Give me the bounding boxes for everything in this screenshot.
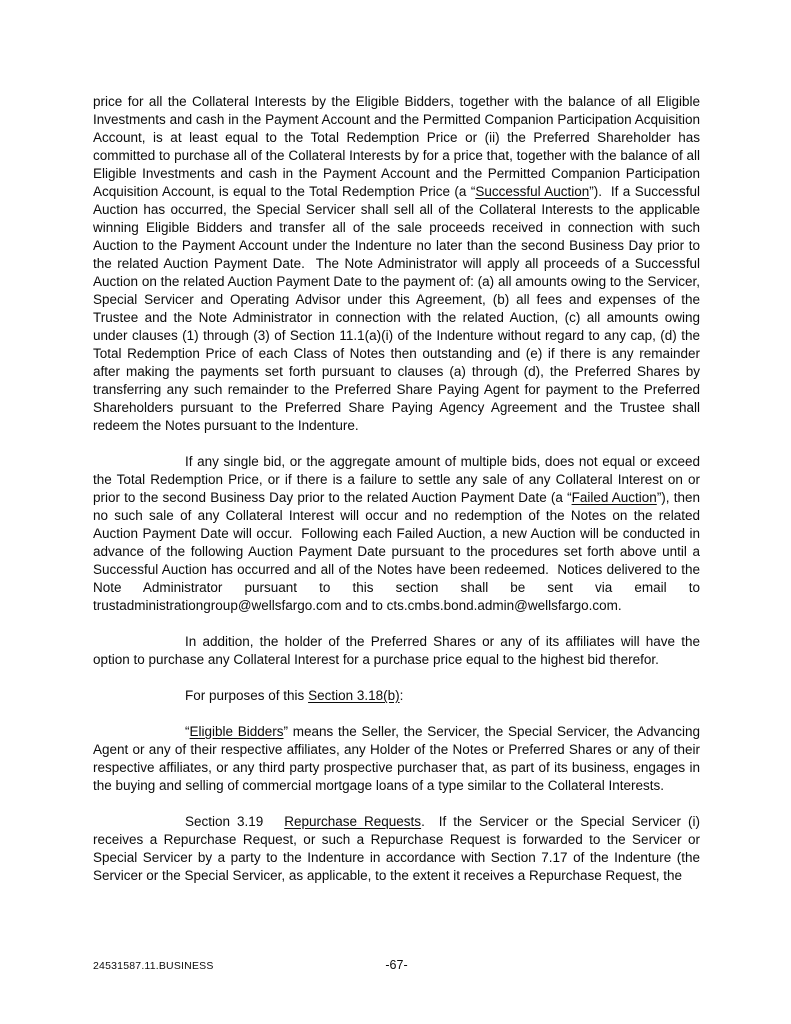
text-segment: ”). If a Successful Auction has occurred, the Special Servicer shall sell all of the Collateral Interests to the applicable winning Eligible Bidders and transfer all of the sale proceeds received in connection with such Auction to the Payment Account under the Indenture no later than the second Business Day prior to the related Auction Payment Date. The Note Administrator will apply all proceeds of a Successful Auction on the related Auction Payment Date to the payment of: (a) all amounts owing to the Servicer, Special Servicer and Operating Advisor under this Agreement, (b) all fees and expenses of the Trustee and the Note Administrator in connection with the related Auction, (c) all amounts owing under clauses (1) through (3) of Section 11.1(a)(i) of the Indenture without regard to any cap, (d) the Total Redemption Price of each Class of Notes then outstanding and (e) if there is any remainder after making the payments set forth pursuant to clauses (a) through (d), the Preferred Shares by transferring any such remainder to the Preferred Share Paying Agent for payment to the Preferred Shareholders pursuant to the Preferred Share Paying Agency Agreement and the Trustee shall redeem the Notes pursuant to the Indenture. (93, 184, 700, 433)
text-segment: . If the Servicer or the Special Servicer (i) receives a Repurchase Request, or such a Repurchase Request is forwarded to the Servicer or Special Servicer by a party to the Indenture in accordance with Section 7.17 of the Indenture (the Servicer or the Special Servicer, as applicable, to the extent it receives a Repurchase Request, the (93, 814, 700, 883)
paragraph (93, 723, 700, 795)
text-segment: “ (185, 724, 190, 739)
underlined-term: Repurchase Requests (284, 814, 422, 829)
text-segment: price for all the Collateral Interests by the Eligible Bidders, together with the balance of all Eligible Investments and cash in the Payment Account and the Permitted Companion Participation Acquisition Account, is at least equal to the Total Redemption Price or (ii) the Preferred Shareholder has committed to purchase all of the Collateral Interests by for a price that, together with the balance of all Eligible Investments and cash in the Payment Account and the Permitted Companion Participation Acquisition Account, is equal to the Total Redemption Price (a “ (93, 94, 700, 199)
underlined-term: Section 3.18(b) (308, 688, 400, 703)
text-segment: ”), then no such sale of any Collateral Interest will occur and no redemption of the Notes on the related Auction Payment Date will occur. Following each Failed Auction, a new Auction will be conducted in advance of the following Auction Payment Date pursuant to the procedures set forth above until a Successful Auction has occurred and all of the Notes have been redeemed. Notices delivered to the Note Administrator pursuant to this section shall be sent via email to trustadministrationgroup@wellsfargo.com and to cts.cmbs.bond.admin@wellsfargo.com. (93, 490, 700, 613)
text-segment: ” means the Seller, the Servicer, the Special Servicer, the Advancing Agent or any of their respective affiliates, any Holder of the Notes or Preferred Shares or any of their respective affiliates, or any third party prospective purchaser that, as part of its business, engages in the buying and selling of commercial mortgage loans of a type similar to the Collateral Interests. (93, 724, 700, 793)
text-segment: Section 3.19 (185, 814, 285, 829)
text-segment: : (399, 688, 404, 703)
footer-document-id: 24531587.11.BUSINESS (93, 960, 214, 972)
paragraph (93, 813, 700, 885)
document-body (93, 93, 700, 903)
text-segment: If any single bid, or the aggregate amount of multiple bids, does not equal or exceed the Total Redemption Price, or if there is a failure to settle any sale of any Collateral Interest on or prior to the second Business Day prior to the related Auction Payment Date (a “ (93, 454, 700, 505)
footer-page-number: -67- (385, 958, 408, 972)
underlined-term: Failed Auction (571, 490, 657, 505)
paragraph (93, 633, 700, 669)
text-segment: For purposes of this (185, 688, 309, 703)
paragraph (93, 93, 700, 435)
underlined-term: Successful Auction (475, 184, 590, 199)
underlined-term: Eligible Bidders (189, 724, 284, 739)
paragraph (93, 687, 700, 705)
paragraph (93, 453, 700, 615)
text-segment: In addition, the holder of the Preferred Shares or any of its affiliates will have the option to purchase any Collateral Interest for a purchase price equal to the highest bid therefor. (93, 634, 700, 667)
page-footer (93, 958, 700, 974)
